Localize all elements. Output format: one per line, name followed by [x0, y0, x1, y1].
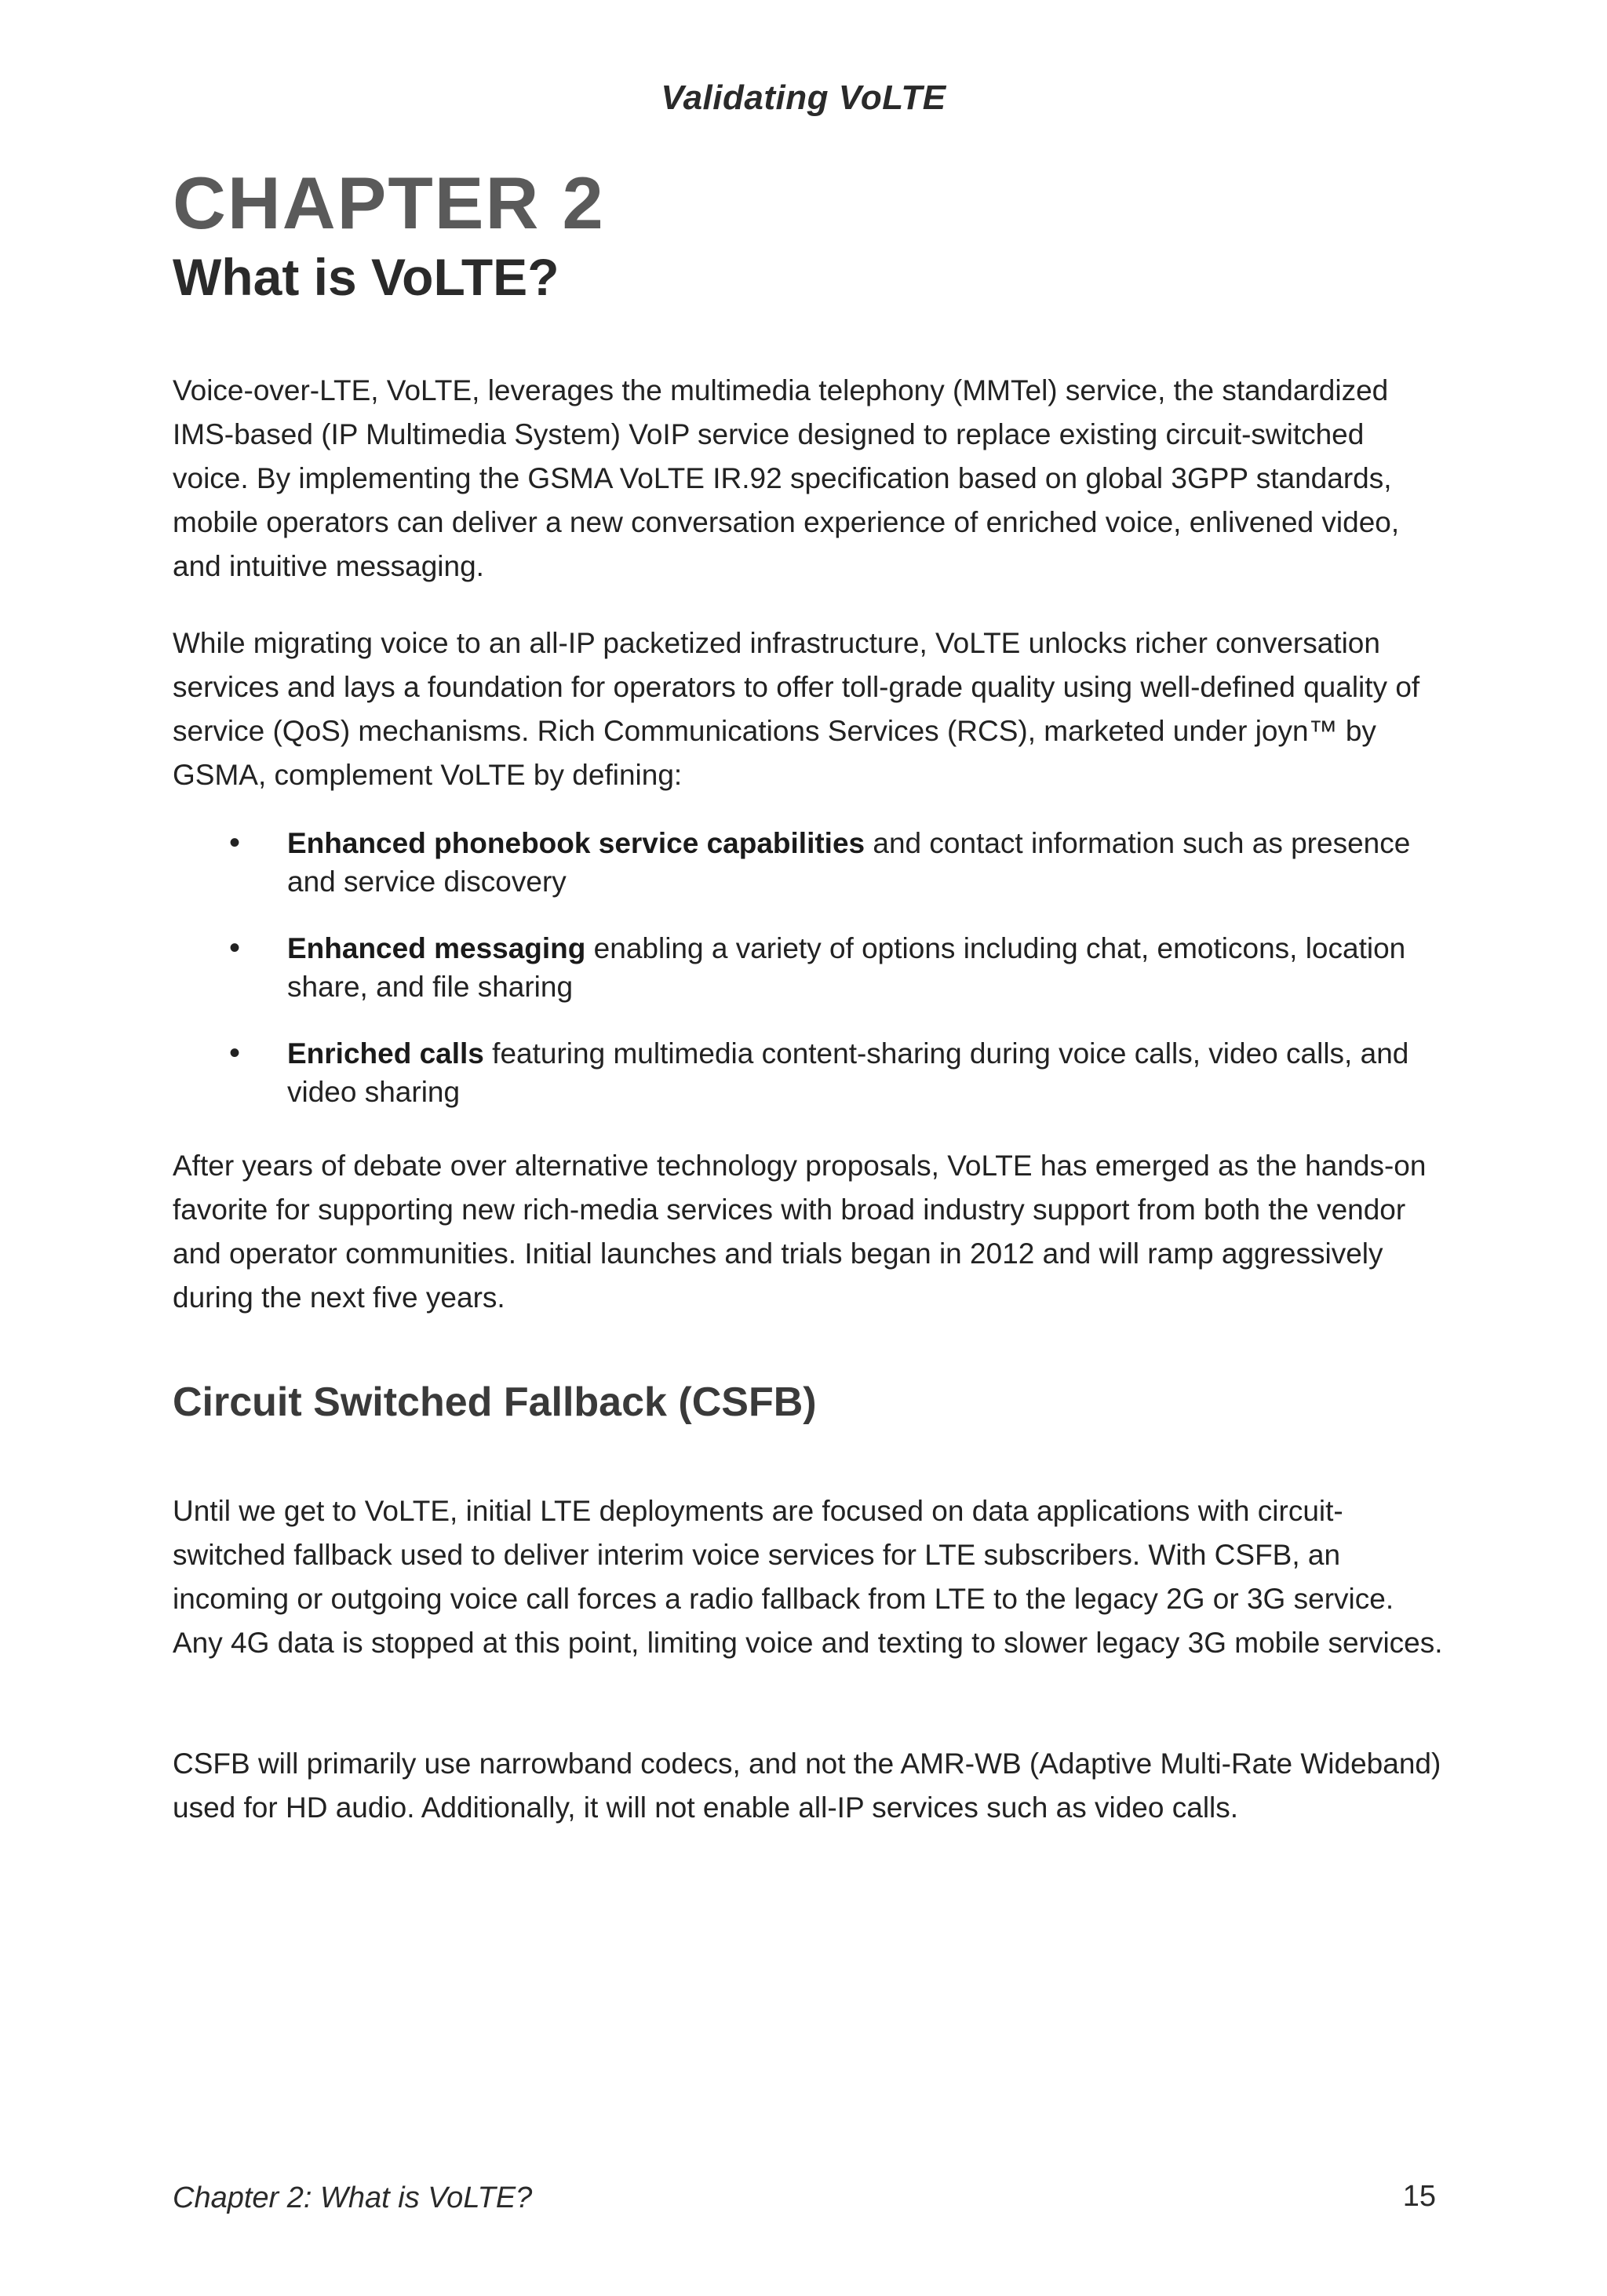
- page-number: 15: [1402, 2180, 1436, 2213]
- list-item: [173, 824, 1444, 901]
- paragraph-text: Until we get to VoLTE, initial LTE deployments are focused on data applications with circuit-switched fallback used to deliver interim voice services for LTE subscribers. With CSFB, an incoming or outgoing voice call forces a radio fallback from LTE to the legacy 2G or 3G service. Any 4G data is stopped at this point, limiting voice and texting to slower legacy 3G mobile services.: [173, 1495, 1443, 1659]
- rcs-feature-list: [173, 824, 1444, 1139]
- list-item-bold: Enriched calls: [287, 1037, 484, 1070]
- list-item: [173, 1034, 1444, 1111]
- paragraph-text: After years of debate over alternative technology proposals, VoLTE has emerged as the hands-on favorite for supporting new rich-media services with broad industry support from both the vendor and operator communities. Initial launches and trials began in 2012 and will ramp aggressively during the next five years.: [173, 1150, 1427, 1314]
- list-item-text: featuring multimedia content-sharing during voice calls, video calls, and video sharing: [287, 1037, 1409, 1108]
- section-heading: Circuit Switched Fallback (CSFB): [173, 1379, 817, 1425]
- list-item-text: and contact information such as presence and service discovery: [287, 827, 1411, 898]
- body-paragraph-2: [173, 621, 1444, 797]
- list-item-text: enabling a variety of options including chat, emoticons, location share, and file sharing: [287, 932, 1406, 1003]
- body-paragraph-5: [173, 1742, 1444, 1830]
- bullet-icon: •: [229, 931, 241, 965]
- body-paragraph-1: [173, 369, 1444, 589]
- bullet-icon: •: [229, 825, 241, 860]
- chapter-label: CHAPTER 2: [173, 162, 605, 244]
- bullet-icon: •: [229, 1036, 241, 1070]
- chapter-title: What is VoLTE?: [173, 248, 559, 306]
- running-header: Validating VoLTE: [661, 78, 946, 117]
- footer-chapter-ref: Chapter 2: What is VoLTE?: [173, 2181, 533, 2214]
- paragraph-text: While migrating voice to an all-IP packetized infrastructure, VoLTE unlocks richer conversation services and lays a foundation for operators to offer toll-grade quality using well-defined quality of service (QoS) mechanisms. Rich Communications Services (RCS), marketed under joyn™ by GSMA, complement VoLTE by defining:: [173, 627, 1420, 791]
- list-item: [173, 929, 1444, 1006]
- list-item-bold: Enhanced phonebook service capabilities: [287, 827, 865, 859]
- body-paragraph-3: [173, 1144, 1444, 1320]
- paragraph-text: Voice-over-LTE, VoLTE, leverages the multimedia telephony (MMTel) service, the standardized IMS-based (IP Multimedia System) VoIP service designed to replace existing circuit-switched voice. By implementing the GSMA VoLTE IR.92 specification based on global 3GPP standards, mobile operators can deliver a new conversation experience of enriched voice, enlivened video, and intuitive messaging.: [173, 374, 1400, 582]
- body-paragraph-4: [173, 1489, 1444, 1665]
- paragraph-text: CSFB will primarily use narrowband codecs, and not the AMR-WB (Adaptive Multi-Rate Wideband) used for HD audio. Additionally, it will not enable all-IP services such as video calls.: [173, 1748, 1441, 1824]
- list-item-bold: Enhanced messaging: [287, 932, 586, 964]
